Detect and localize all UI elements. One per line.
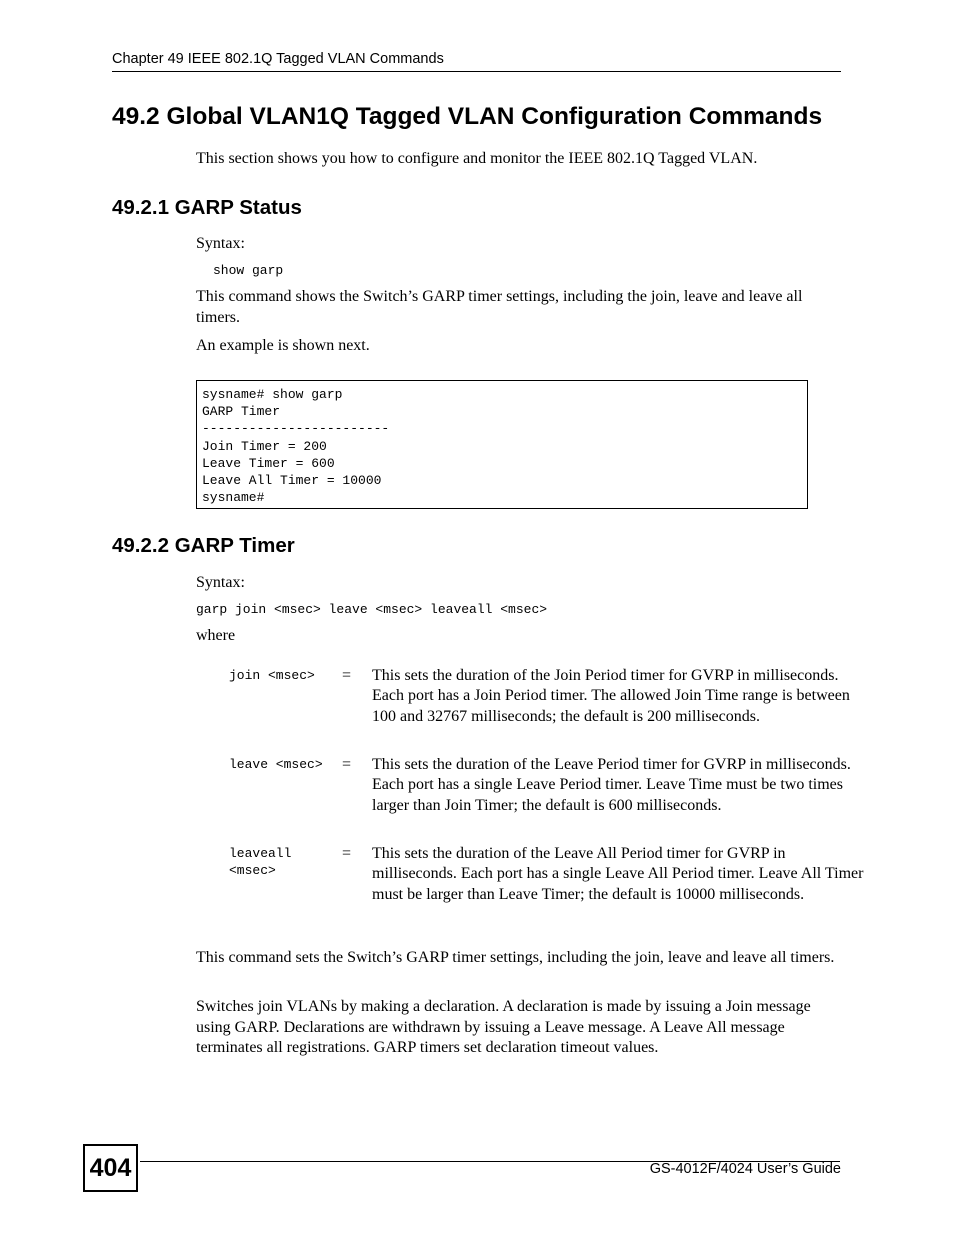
param-name: join <msec> (229, 668, 315, 683)
garp-explanation: Switches join VLANs by making a declaration. A declaration is made by issuing a Join message using GARP. Declarations are withdrawn by issuing a Leave message. A Leave All message terminates all registrations. GARP timers set declaration timeout values. (196, 998, 811, 1056)
code-line: Leave Timer = 600 (202, 455, 335, 471)
code-line: GARP Timer (202, 404, 281, 420)
code-line: ------------------------ (202, 421, 390, 437)
param-equals: = (342, 667, 352, 684)
running-header: Chapter 49 IEEE 802.1Q Tagged VLAN Commands (112, 51, 444, 67)
garp-timer-syntax-label: Syntax: (196, 574, 245, 591)
section-intro: This section shows you how to configure and monitor the IEEE 802.1Q Tagged VLAN. (196, 150, 758, 167)
param-name: leave <msec> (229, 757, 323, 772)
garp-status-heading: 49.2.1 GARP Status (112, 196, 302, 219)
code-line: sysname# show garp (202, 387, 343, 402)
garp-timer-syntax: garp join <msec> leave <msec> leaveall <msec> (196, 602, 548, 617)
section-title: 49.2 Global VLAN1Q Tagged VLAN Configuration Commands (112, 103, 823, 130)
param-description: This sets the duration of the Leave Period timer for GVRP in milliseconds. Each port has a single Leave Period timer. Leave Time must be two times larger than Join Timer; the default is 600 milliseconds. (372, 756, 851, 814)
where-label: where (196, 627, 236, 644)
page-number: 404 (83, 1144, 138, 1192)
param-description: This sets the duration of the Join Period timer for GVRP in milliseconds. Each port has a Join Period timer. The allowed Join Time range is between 100 and 32767 milliseconds; the default is 200 milliseconds. (372, 667, 850, 725)
header-rule (112, 71, 841, 72)
param-equals: = (342, 845, 352, 862)
param-equals: = (342, 756, 352, 773)
garp-timer-description: This command sets the Switch’s GARP timer settings, including the join, leave and leave all timers. (196, 949, 835, 966)
garp-status-description: This command shows the Switch’s GARP timer settings, including the join, leave and leave all timers. (196, 288, 803, 326)
garp-status-example-intro: An example is shown next. (196, 337, 370, 354)
code-line: sysname# (202, 490, 265, 506)
garp-status-syntax: show garp (213, 263, 284, 278)
example-code-box (196, 380, 808, 509)
garp-timer-heading: 49.2.2 GARP Timer (112, 534, 295, 557)
param-name: leaveall <msec> (229, 846, 292, 878)
document-title: GS-4012F/4024 User’s Guide (649, 1161, 841, 1177)
code-line: Join Timer = 200 (202, 438, 327, 454)
param-description: This sets the duration of the Leave All Period timer for GVRP in milliseconds. Each port has a single Leave All Period timer. Leave All Timer must be larger than Leave Timer; the default is 10000 milliseconds. (372, 845, 864, 903)
garp-status-syntax-label: Syntax: (196, 235, 245, 252)
code-line: Leave All Timer = 10000 (202, 472, 382, 488)
